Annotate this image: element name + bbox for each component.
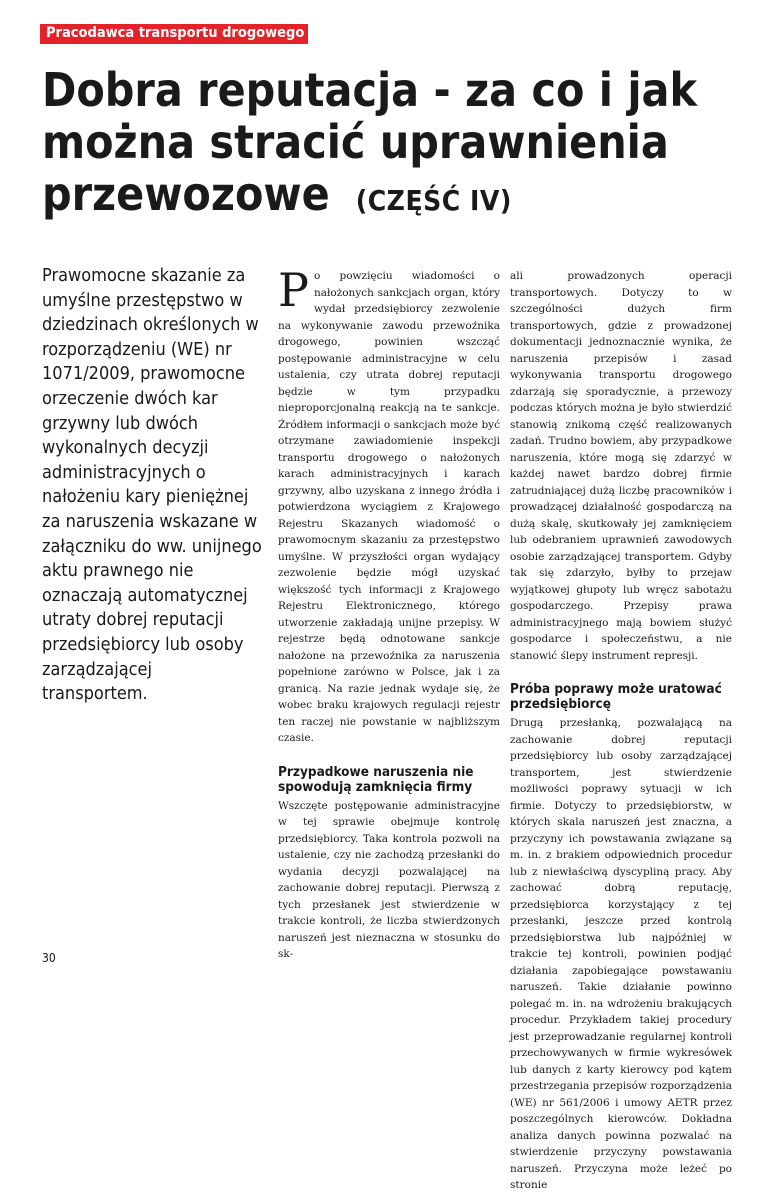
subheading-1: Przypadkowe naruszenia nie spowodują zamknięcia firmy	[278, 763, 474, 795]
article-paragraph-1	[278, 263, 500, 747]
headline-line-3-text: przewozowe	[42, 167, 330, 221]
subheading-2: Próba poprawy może uratować przedsiębiorcę	[510, 681, 722, 712]
section-banner	[40, 24, 308, 44]
lead-paragraph: Prawomocne skazanie za umyślne przestępstwo w dziedzinach określonych w rozporządzeniu (WE) nr 1071/2009, prawomocne orzeczenie dwóch kar grzywny lub dwóch wykonalnych decyzji administracyjnych o nałożeniu kary pieniężnej za naruszenia wskazane w załączniku do ww. unijnego aktu prawnego nie oznaczają automatycznej utraty dobrej reputacji przedsiębiorcy lub osoby zarządzającej transportem.	[42, 265, 262, 705]
article-paragraph-3: Drugą przesłanką, pozwalającą na zachowanie dobrej reputacji przedsiębiorcy lub osoby zarządzającej transportem, jest stwierdzenie możliwości poprawy sytuacji w ich firmie. Dotyczy to przedsiębiorstw, w których skala naruszeń jest znaczna, a przyczyny ich powstawania związane są m. in. z brakiem odpowiednich procedur lub z niewłaściwą dyscypliną pracy. Aby zachować dobrą reputację, przedsiębiorca korzystający z tej przesłanki, jeszcze przed kontrolą przedsiębiorstwa lub najpóźniej w trakcie tej kontroli, powinien podjąć działania zapobiegające powstawaniu naruszeń. Takie działanie powinno polegać m. in. na wdrożeniu brakujących procedur. Przykładem takiej procedury jest przeprowadzanie regularnej kontroli przechowywanych w firmie wykresówek lub danych z karty kierowcy pod kątem przestrzegania przepisów rozporządzenia (WE) nr 561/2006 i umowy AETR przez poszczególnych kierowców. Dokładna analiza danych powinna pozwalać na stwierdzenie przyczyny powstawania naruszeń. Przyczyna może leżeć po stronie	[510, 717, 732, 1191]
headline	[42, 64, 697, 227]
headline-line-2: można stracić uprawnienia	[42, 115, 669, 169]
article-paragraph-1-text: o powzięciu wiadomości o nałożonych sankcjach organ, który wydał przedsiębiorcy zezwolenie na wykonywanie zawodu przewoźnika drogowego, powinien wszcząć postępowanie administracyjne w celu ustalenia, czy utrata dobrej reputacji będzie w tym przypadku nieproporcjonalną reakcją na te sankcje. Źródłem informacji o sankcjach może być otrzymane zawiadomienie inspekcji transportu drogowego o nałożonych karach administracyjnych i karach grzywny, albo uzyskana z innego źródła i potwierdzona wyciągiem z Krajowego Rejestru Skazanych wiadomość o prawomocnym skazaniu za przestępstwo umyślne. W przyszłości organ wydający zezwolenie będzie mógł uzyskać większość tych informacji z Krajowego Rejestru Elektronicznego, którego utworzenie zakładają unijne przepisy. W rejestrze będą odnotowane sankcje nałożone na przewoźnika za naruszenia popełnione zarówno w Polsce, jak i za granicą. Na razie jednak wydaje się, że wobec braku krajowych regulacji rejestr ten raczej nie powstanie w najbliższym czasie.	[278, 270, 500, 744]
drop-cap: P	[278, 263, 309, 317]
page-number: 30	[42, 951, 56, 965]
headline-line-3	[42, 168, 697, 227]
part-label: (CZĘŚĆ IV)	[355, 184, 512, 217]
article-paragraph-2: Wszczęte postępowanie administracyjne w tej sprawie obejmuje kontrolę przedsiębiorcy. Taka kontrola pozwoli na ustalenie, czy nie zachodzą przesłanki do wydania decyzji pozwalającej na zachowanie dobrej reputacji. Pierwszą z tych przesłanek jest stwierdzenie w trakcie kontroli, że liczba stwierdzonych naruszeń jest nieznaczna w stosunku do sk-	[278, 799, 500, 960]
section-label: Pracodawca transportu drogowego	[46, 25, 305, 41]
article-column-1	[278, 263, 500, 963]
headline-line-1: Dobra reputacja - za co i jak	[42, 63, 697, 117]
article-column-2	[510, 268, 732, 1194]
article-paragraph-2-continued: ali prowadzonych operacji transportowych. Dotyczy to w szczególności dużych firm transportowych, gdzie z prowadzonej dokumentacji jednoznacznie wynika, że naruszenia przepisów i zasad wykonywania transportu drogowego zdarzają się sporadycznie, a przewozy podczas których można je było stwierdzić stanowią znikomą część realizowanych zadań. Trudno bowiem, aby przypadkowe naruszenia, które mogą się zdarzyć w każdej nawet bardzo dobrej firmie zatrudniającej dużą liczbę pracowników i prowadzącej działalność gospodarczą na dużą skalę, skutkowały jej zamknięciem lub odebraniem uprawnień zawodowych osobie zarządzającej transportem. Gdyby tak się zdarzyło, byłby to przejaw wyjątkowej głupoty lub wręcz sabotażu gospodarczego. Przepisy prawa administracyjnego mają bowiem służyć gospodarce i społeczeństwu, a nie stanowić ślepy instrument represji.	[510, 270, 732, 662]
